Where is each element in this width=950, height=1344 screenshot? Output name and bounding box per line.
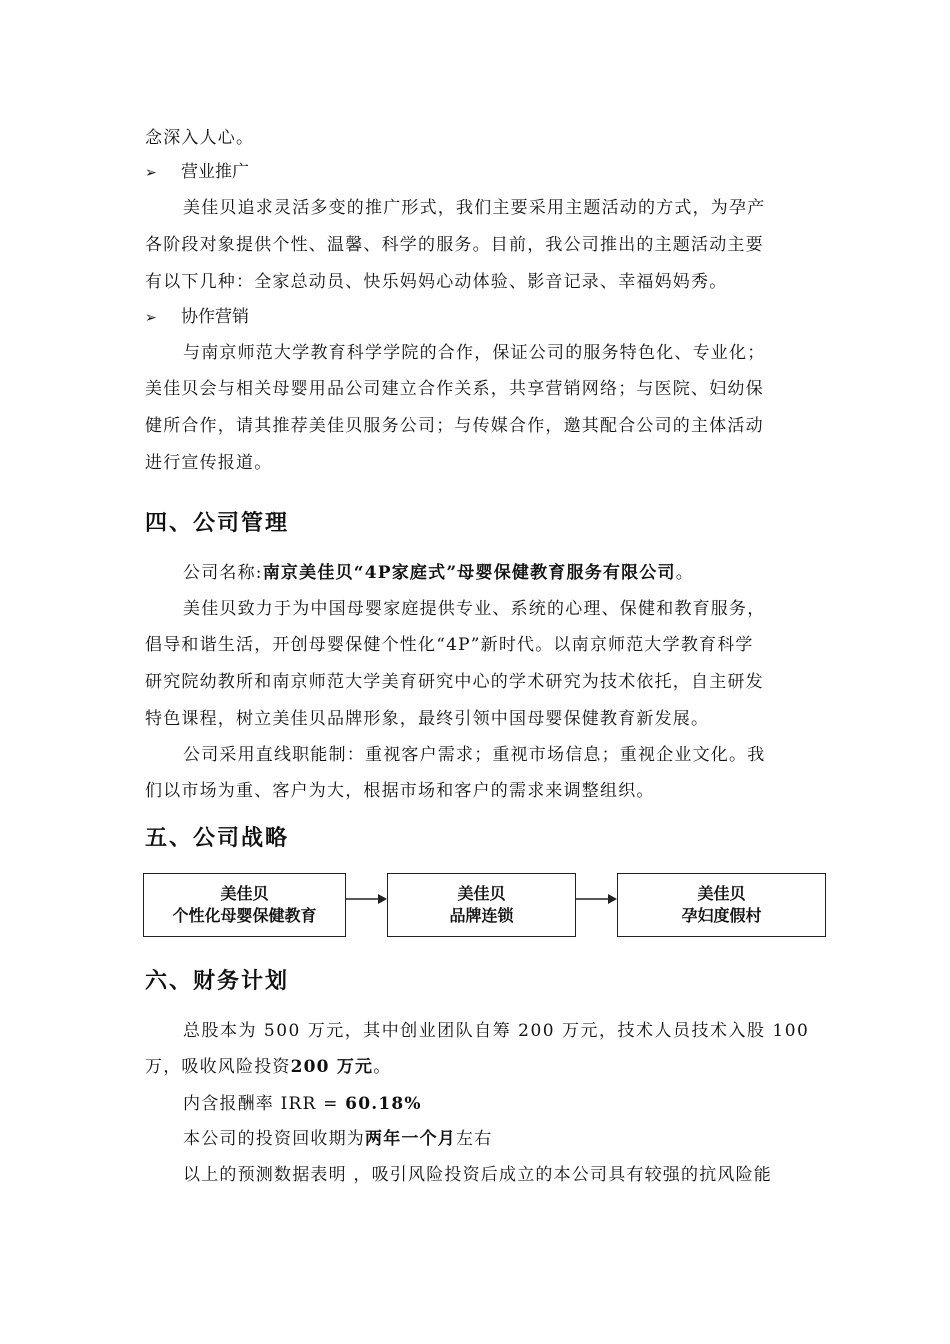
paragraph-line: 健所合作，请其推荐美佳贝服务公司；与传媒合作，邀其配合公司的主体活动: [145, 416, 764, 436]
text-span: 左右: [456, 1129, 493, 1149]
punctuation: 。: [373, 1057, 392, 1077]
flow-arrow-icon: [346, 892, 388, 906]
irr-value: 60.18%: [345, 1094, 422, 1114]
box-line: 美佳贝: [697, 884, 746, 903]
bullet-item: [145, 162, 249, 183]
box-line: 个性化母婴保健教育: [172, 906, 317, 925]
paragraph-line: 美佳贝致力于为中国母婴家庭提供专业、系统的心理、保健和教育服务，: [183, 599, 766, 619]
paragraph-line: [145, 1057, 391, 1077]
paragraph-line: 念深入人心。: [145, 128, 255, 148]
paragraph-line: 们以市场为重、客户为大，根据市场和客户的需求来调整组织。: [145, 781, 655, 801]
investment-amount: 200 万元: [290, 1057, 374, 1077]
paragraph-line: 以上的预测数据表明 ，吸引风险投资后成立的本公司具有较强的抗风险能: [183, 1165, 773, 1185]
flow-arrow-icon: [576, 892, 618, 906]
strategy-box-1: [143, 873, 346, 937]
strategy-box-3: [617, 873, 826, 937]
text-span: 万，吸收风险投资: [145, 1057, 291, 1077]
bullet-label: 营业推广: [181, 162, 249, 182]
bullet-item: [145, 307, 249, 328]
box-line: 美佳贝: [220, 884, 269, 903]
box-line: 品牌连锁: [449, 906, 514, 925]
arrowhead-bullet-icon: ➢: [145, 310, 157, 326]
paragraph-line: 进行宣传报道。: [145, 453, 273, 473]
payback-label: 本公司的投资回收期为: [183, 1129, 365, 1149]
company-name-value: 南京美佳贝“4P家庭式”母婴保健教育服务有限公司: [262, 563, 676, 583]
section-heading: 四、公司管理: [145, 511, 290, 536]
paragraph-line: 美佳贝追求灵活多变的推广形式，我们主要采用主题活动的方式，为孕产: [183, 198, 766, 218]
irr-line: [183, 1094, 422, 1114]
paragraph-line: 总股本为 500 万元，其中创业团队自筹 200 万元，技术人员技术入股 100: [183, 1021, 810, 1041]
paragraph-line: 倡导和谐生活，开创母婴保健个性化“4P”新时代。以南京师范大学教育科学: [145, 635, 754, 655]
arrowhead-bullet-icon: ➢: [145, 165, 157, 181]
box-line: 美佳贝: [457, 884, 506, 903]
payback-line: [183, 1129, 492, 1149]
paragraph-line: 公司采用直线职能制：重视客户需求；重视市场信息；重视企业文化。我: [183, 745, 766, 765]
company-name-label: 公司名称:: [183, 563, 263, 583]
section-heading: 六、财务计划: [145, 969, 290, 994]
bullet-label: 协作营销: [181, 307, 249, 327]
company-name-line: [183, 563, 694, 583]
paragraph-line: 与南京师范大学教育科学学院的合作，保证公司的服务特色化、专业化；: [183, 343, 766, 363]
strategy-box-2: [387, 873, 576, 937]
box-line: 孕妇度假村: [681, 906, 762, 925]
paragraph-line: 研究院幼教所和南京师范大学美育研究中心的学术研究为技术依托，自主研发: [145, 672, 764, 692]
paragraph-line: 美佳贝会与相关母婴用品公司建立合作关系，共享营销网络；与医院、妇幼保: [145, 379, 764, 399]
paragraph-line: 特色课程，树立美佳贝品牌形象，最终引领中国母婴保健教育新发展。: [145, 709, 710, 729]
payback-value: 两年一个月: [365, 1129, 456, 1149]
section-heading: 五、公司战略: [145, 826, 290, 851]
paragraph-line: 有以下几种：全家总动员、快乐妈妈心动体验、影音记录、幸福妈妈秀。: [145, 272, 728, 292]
paragraph-line: 各阶段对象提供个性、温馨、科学的服务。目前，我公司推出的主题活动主要: [145, 235, 764, 255]
irr-label: 内含报酬率 IRR =: [183, 1094, 346, 1114]
punctuation: 。: [675, 563, 694, 583]
